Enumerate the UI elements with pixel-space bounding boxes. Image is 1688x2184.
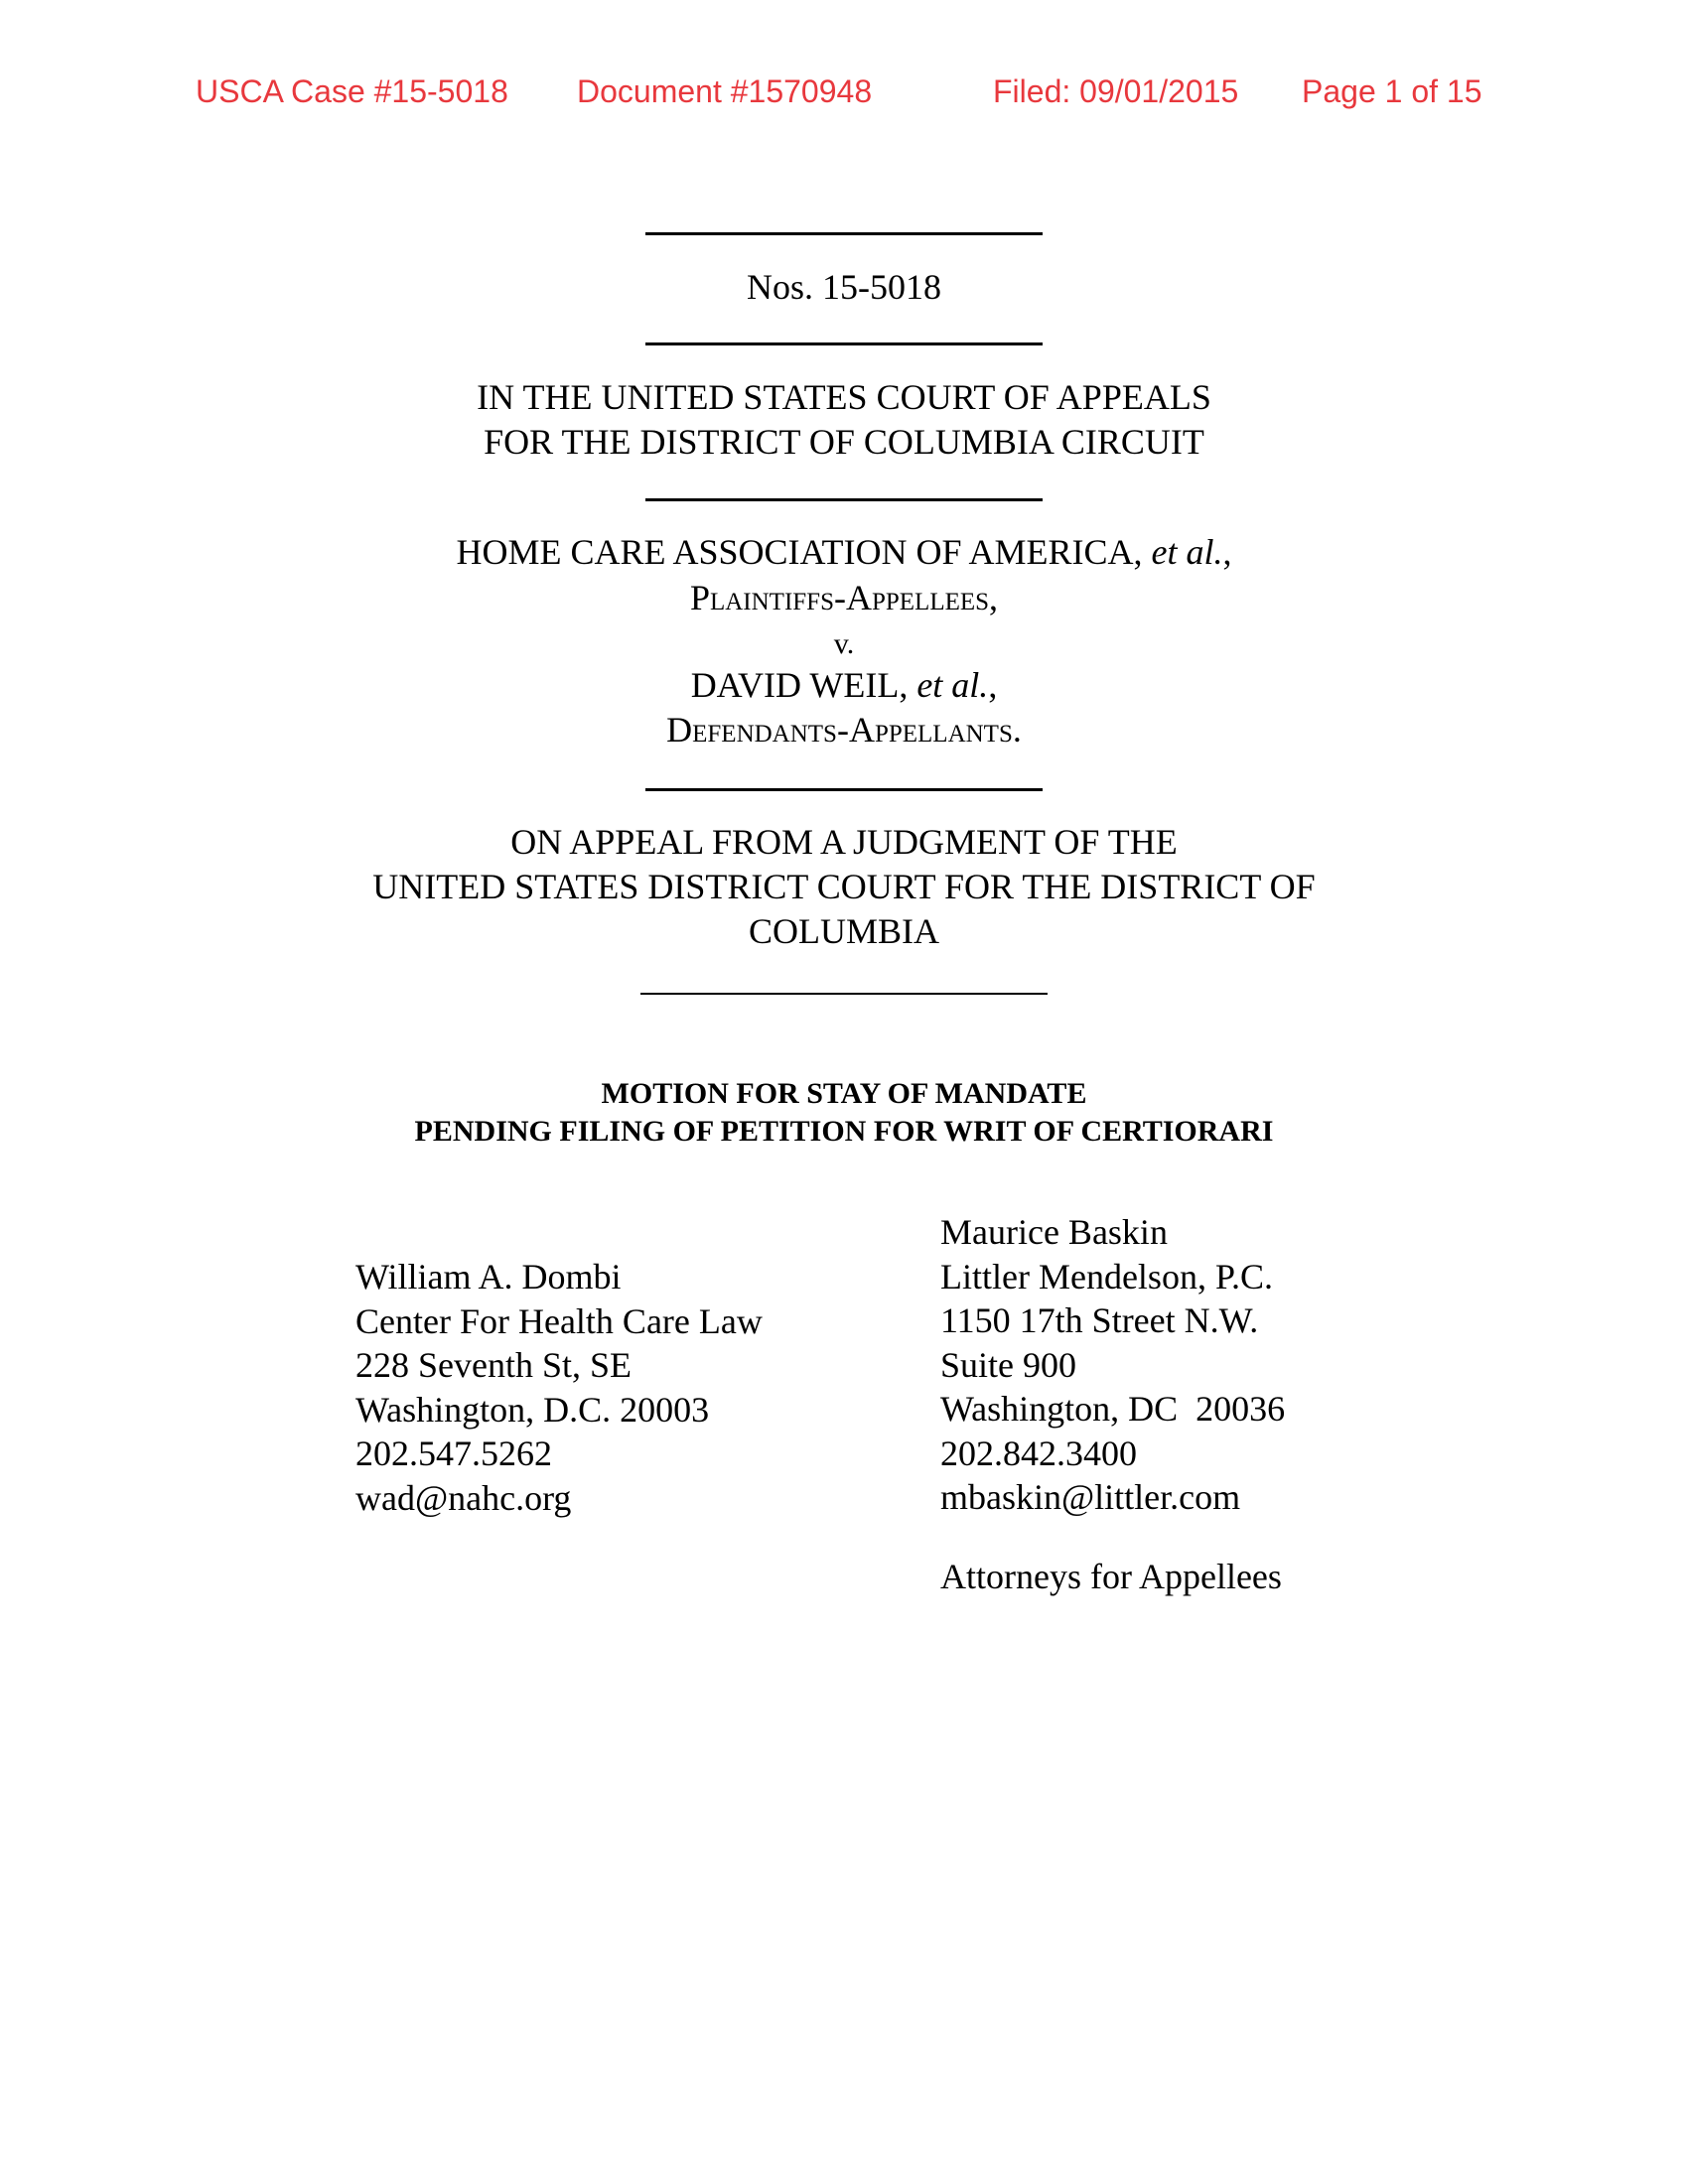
defendant-name: DAVID WEIL, (690, 665, 909, 705)
motion-title-line2: PENDING FILING OF PETITION FOR WRIT OF CERTIORARI (414, 1115, 1274, 1148)
defendant-et-al: et al. (916, 665, 989, 705)
ecf-case-number: USCA Case #15-5018 (196, 73, 508, 109)
divider-rule (645, 498, 1043, 501)
divider-rule (645, 232, 1043, 235)
counsel-left-phone: 202.547.5262 (355, 1433, 552, 1473)
counsel-left-city: Washington, D.C. 20003 (355, 1389, 710, 1430)
counsel-right-email: mbaskin@littler.com (940, 1477, 1241, 1517)
plaintiff-et-al-punct: , (1222, 532, 1232, 572)
versus: v. (833, 627, 855, 660)
motion-title-line1: MOTION FOR STAY OF MANDATE (601, 1077, 1087, 1110)
appeal-line2: UNITED STATES DISTRICT COURT FOR THE DISTRICT OF (372, 867, 1316, 906)
counsel-left-name: William A. Dombi (355, 1257, 622, 1297)
divider-rule (640, 993, 1048, 995)
counsel-right-city: Washington, DC 20036 (940, 1389, 1286, 1429)
court-name-line2: FOR THE DISTRICT OF COLUMBIA CIRCUIT (484, 422, 1204, 462)
counsel-left-org: Center For Health Care Law (355, 1300, 763, 1341)
defendant-role: Defendants-Appellants. (666, 710, 1022, 750)
divider-rule (645, 788, 1043, 791)
counsel-right-role: Attorneys for Appellees (940, 1556, 1282, 1596)
defendant-line (0, 663, 1688, 707)
docket-number: Nos. 15-5018 (747, 267, 941, 307)
plaintiff-line (0, 530, 1688, 574)
counsel-right-phone: 202.842.3400 (940, 1433, 1137, 1473)
counsel-right-block (940, 1210, 1285, 1598)
appeal-line1: ON APPEAL FROM A JUDGMENT OF THE (510, 822, 1178, 862)
counsel-right-name: Maurice Baskin (940, 1212, 1168, 1252)
counsel-left-block (355, 1255, 763, 1520)
ecf-header (0, 73, 1688, 113)
counsel-right-firm: Littler Mendelson, P.C. (940, 1256, 1273, 1297)
counsel-left-email: wad@nahc.org (355, 1477, 572, 1518)
plaintiff-name: HOME CARE ASSOCIATION OF AMERICA, (456, 532, 1143, 572)
ecf-filed-date: Filed: 09/01/2015 (993, 73, 1239, 109)
ecf-page-number: Page 1 of 15 (1302, 73, 1482, 109)
plaintiff-role: Plaintiffs-Appellees, (689, 578, 999, 617)
appeal-line3: COLUMBIA (748, 911, 939, 951)
divider-rule (645, 342, 1043, 345)
plaintiff-et-al: et al. (1151, 532, 1223, 572)
counsel-right-street: 1150 17th Street N.W. (940, 1300, 1259, 1340)
defendant-et-al-punct: , (988, 665, 998, 705)
ecf-document-number: Document #1570948 (577, 73, 873, 109)
counsel-right-suite: Suite 900 (940, 1344, 1077, 1385)
court-name-line1: IN THE UNITED STATES COURT OF APPEALS (477, 377, 1211, 417)
counsel-left-street: 228 Seventh St, SE (355, 1345, 633, 1385)
